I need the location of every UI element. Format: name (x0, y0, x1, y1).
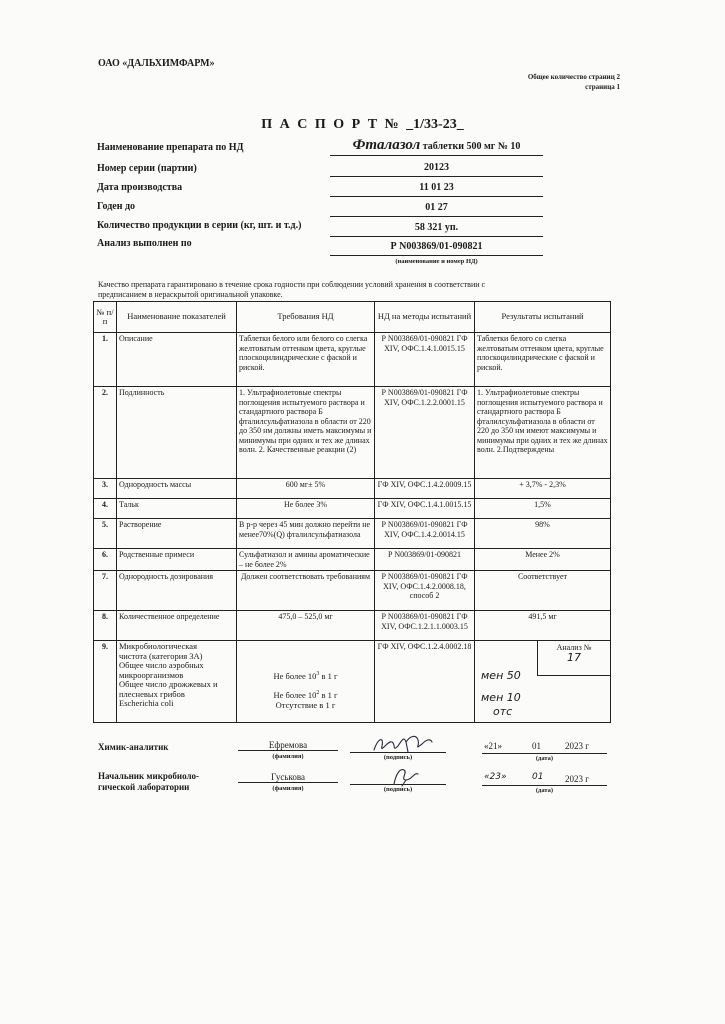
row-num: 8. (94, 611, 117, 641)
row-num: 3. (94, 479, 117, 499)
row-num: 4. (94, 499, 117, 519)
row-req: Таблетки белого или белого со слегка желтоватым оттенком цвета, круглые плоскоцилиндрические с фаской и риской. (237, 333, 375, 387)
table-row (94, 499, 611, 519)
chemist-signature (370, 732, 434, 758)
table-row (94, 333, 611, 387)
row-name: Подлинность (117, 387, 237, 479)
head-date-year: 2023 г (565, 774, 589, 784)
batch-label: Номер серии (партии) (97, 163, 197, 174)
micro-analysis-no: 17 (567, 650, 581, 664)
row-result: Соответствует (475, 571, 611, 611)
req-ecoli: Отсутствие в 1 г (275, 699, 336, 710)
head-label (98, 771, 199, 793)
expiry-value: 01 27 (330, 202, 543, 217)
header-num: № п/п (94, 302, 117, 333)
chemist-date-day: «21» (484, 741, 502, 751)
row-req: Не более 3% (237, 499, 375, 519)
row-method: ГФ XIV, ОФС.1.4.1.0015.15 (375, 499, 475, 519)
head-date-day: «23» (484, 772, 507, 782)
row-num: 9. (94, 641, 117, 723)
chemist-date-year: 2023 г (565, 741, 589, 751)
row-name: Растворение (117, 519, 237, 549)
micro-req (237, 641, 375, 723)
table-row (94, 519, 611, 549)
header-name: Наименование показателей (117, 302, 237, 333)
page-number: страница 1 (585, 83, 620, 91)
row-req: 600 мг± 5% (237, 479, 375, 499)
table-header-row (94, 302, 611, 333)
micro-name (117, 641, 237, 723)
production-value: 11 01 23 (330, 182, 543, 197)
passport-title (0, 117, 725, 133)
row-req: 1. Ультрафиолетовые спектры поглощения испытуемого раствора и стандартного раствора Б фталилсульфатиазола в области от 220 до 350 нм должны иметь максимумы и минимумы при одних и тех же длинах волн. 2. Качественные реакции (2) (237, 387, 375, 479)
row-result: 1,5% (475, 499, 611, 519)
quantity-value: 58 321 уп. (330, 222, 543, 237)
chemist-signature-caption: (подпись) (383, 754, 413, 761)
analysis-caption: (наименование и номер НД) (395, 258, 478, 265)
row-result: + 3,7% - 2,3% (475, 479, 611, 499)
row-result: Таблетки белого со слегка желтоватым оттенком цвета, круглые плоскоцилиндрические с фаской и риской. (475, 333, 611, 387)
chemist-name-caption: (фамилия) (272, 753, 304, 760)
row-num: 6. (94, 549, 117, 571)
row-name: Количественное определение (117, 611, 237, 641)
micro-result (475, 641, 611, 723)
drug-name: Фталазол (352, 137, 421, 153)
chemist-date-caption: (дата) (535, 755, 554, 762)
chemist-label: Химик-аналитик (98, 742, 169, 752)
req-aerobic: Не более $10^3$ в 1 г (273, 670, 338, 681)
row-num: 5. (94, 519, 117, 549)
res-yeast: мен 10 (481, 691, 521, 704)
passport-title-prefix: П А С П О Р Т № (261, 117, 401, 132)
micro-method: ГФ XIV, ОФС.1.2.4.0002.18 (375, 641, 475, 723)
row-req: В р-р через 45 мин должно перейти не менее70%(Q) фталилсульфатиазола (237, 519, 375, 549)
table-row (94, 611, 611, 641)
head-date-line (482, 785, 607, 786)
row-name: Тальк (117, 499, 237, 519)
row-req: Должен соответствовать требованиям (237, 571, 375, 611)
row-result: 491,5 мг (475, 611, 611, 641)
row-num: 7. (94, 571, 117, 611)
chemist-date-month: 01 (532, 741, 541, 751)
row-method: Р N003869/01-090821 (375, 549, 475, 571)
head-name-caption: (фамилия) (272, 785, 304, 792)
row-name: Однородность массы (117, 479, 237, 499)
micro-analysis-box (537, 641, 610, 676)
row-method: ГФ XIV, ОФС.1.4.2.0009.15 (375, 479, 475, 499)
results-table (93, 301, 611, 723)
row-method: Р N003869/01-090821 ГФ XIV, ОФС.1.4.1.0015.15 (375, 333, 475, 387)
res-aerobic: мен 50 (481, 669, 521, 682)
micro-line: чистота (категория 3А) (119, 650, 203, 661)
drug-label: Наименование препарата по НД (97, 142, 244, 153)
table-row (94, 387, 611, 479)
micro-line: Общее число дрожжевых и плесневых грибов (119, 679, 218, 699)
row-name: Однородность дозирования (117, 571, 237, 611)
micro-line: Общее число аэробных (119, 660, 204, 670)
table-row (94, 479, 611, 499)
row-method: Р N003869/01-090821 ГФ XIV, ОФС.1.4.2.0008.18, способ 2 (375, 571, 475, 611)
company-name: ОАО «ДАЛЬХИМФАРМ» (98, 58, 215, 69)
head-label-line1: Начальник микробиоло- (98, 771, 200, 781)
row-method: Р N003869/01-090821 ГФ XIV, ОФС.1.2.2.0001.15 (375, 387, 475, 479)
header-method: НД на методы испытаний (375, 302, 475, 333)
req-yeast: Не более $10^2$ в 1 г (273, 690, 338, 701)
chemist-date-line (482, 753, 607, 754)
table-row (94, 571, 611, 611)
micro-line: Микробиологическая (119, 641, 197, 651)
table-row-micro (94, 641, 611, 723)
analysis-label: Анализ выполнен по (97, 238, 192, 249)
head-signature-caption: (подпись) (383, 786, 413, 793)
micro-line: Escherichia coli (119, 698, 174, 708)
row-num: 1. (94, 333, 117, 387)
head-date-month: 01 (532, 772, 544, 782)
table-row (94, 549, 611, 571)
micro-line: микроорганизмов (119, 669, 184, 680)
page-count (480, 72, 620, 92)
res-ecoli: отс (493, 705, 513, 718)
row-name: Описание (117, 333, 237, 387)
head-date-caption: (дата) (535, 787, 554, 794)
row-req: Сульфатиазол и амины ароматические – не более 2% (237, 549, 375, 571)
head-name: Гуськова (238, 772, 338, 783)
total-pages: Общее количество страниц 2 (527, 73, 620, 81)
micro-analysis-label: Анализ № (556, 643, 592, 652)
row-req: 475,0 – 525,0 мг (237, 611, 375, 641)
passport-number: _1/33-23_ (406, 117, 464, 132)
row-result: Менее 2% (475, 549, 611, 571)
row-result: 1. Ультрафиолетовые спектры поглощения испытуемого раствора и стандартного раствора Б фталилсульфатиазола в области от 220 до 350 нм имеют максимумы и минимумы при одних и тех же длинах волн. 2.Подтверждены (475, 387, 611, 479)
quality-guarantee: Качество препарата гарантировано в течение срока годности при соблюдении условий хранения в соответствии с предписанием в нераскрытой оригинальной упаковке. (98, 280, 486, 299)
drug-value (330, 137, 543, 156)
expiry-label: Годен до (97, 201, 136, 212)
row-method: Р N003869/01-090821 ГФ XIV, ОФС.1.2.1.1.0003.15 (375, 611, 475, 641)
head-signature (388, 764, 424, 788)
row-name: Родственные примеси (117, 549, 237, 571)
head-label-line2: гической лаборатории (98, 782, 190, 792)
chemist-name: Ефремова (238, 740, 338, 751)
production-label: Дата производства (97, 182, 183, 193)
row-num: 2. (94, 387, 117, 479)
quantity-label: Количество продукции в серии (кг, шт. и т.д.) (97, 220, 302, 231)
drug-form: таблетки 500 мг № 10 (422, 141, 521, 152)
header-result: Результаты испытаний (475, 302, 611, 333)
row-result: 98% (475, 519, 611, 549)
batch-value: 20123 (330, 162, 543, 177)
row-method: Р N003869/01-090821 ГФ XIV, ОФС.1.4.2.0014.15 (375, 519, 475, 549)
header-req: Требования НД (237, 302, 375, 333)
analysis-value: Р N003869/01-090821 (330, 241, 543, 256)
